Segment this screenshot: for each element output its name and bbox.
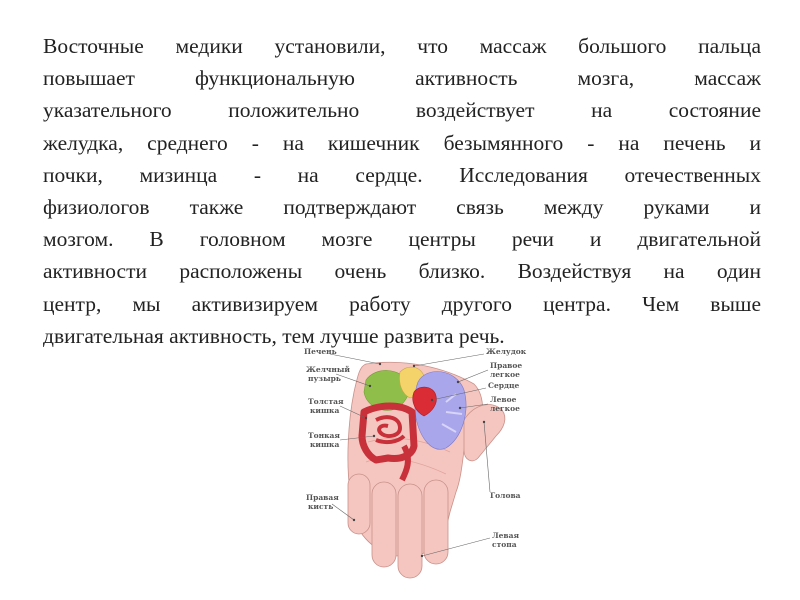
label-right-lung: легкое [490, 370, 520, 379]
paragraph-line: повышает функциональную активность мозга, массаж [43, 66, 761, 91]
label-right-lung: Правое [490, 361, 523, 370]
finger-index [424, 480, 448, 564]
paragraph-line: центр, мы активизируем работу другого центра. Чем выше [43, 291, 761, 316]
right-labels [486, 347, 527, 549]
label-gallbladder: Желчный [306, 365, 350, 374]
label-left-lung: Левое [490, 395, 517, 404]
finger-middle [398, 484, 422, 578]
label-liver: Печень [304, 347, 337, 356]
paragraph-line: Восточные медики установили, что массаж большого пальца [43, 34, 761, 58]
left-labels [304, 347, 350, 511]
label-heart: Сердце [488, 381, 520, 390]
paragraph-line: мозгом. В головном мозге центры речи и двигательной [43, 227, 761, 252]
paragraph-line: указательного положительно воздействует на состояние [43, 98, 761, 123]
finger-little [348, 474, 370, 534]
paragraph-line: физиологов также подтверждают связь между руками и [43, 194, 761, 219]
label-right-hand: кисть [308, 502, 334, 511]
body-paragraph [43, 30, 761, 352]
label-left-foot: стопа [492, 540, 517, 549]
paragraph-line: почки, мизинца - на сердце. Исследования отечественных [43, 162, 761, 187]
label-stomach: Желудок [486, 347, 527, 356]
label-left-lung: легкое [490, 404, 520, 413]
hand-organ-map [296, 342, 536, 594]
label-head: Голова [490, 491, 521, 500]
paragraph-line: активности расположены очень близко. Воздействуя на один [43, 259, 761, 284]
label-left-foot: Левая [492, 531, 520, 540]
label-colon: Толстая [308, 397, 344, 406]
finger-ring [372, 482, 396, 567]
label-small-intestine: кишка [310, 440, 340, 449]
paragraph-line: желудка, среднего - на кишечник безымянного - на печень и [43, 130, 761, 155]
label-small-intestine: Тонкая [308, 431, 340, 440]
paragraph-line: двигательная активность, тем лучше развита речь. [43, 323, 505, 348]
label-right-hand: Правая [306, 493, 339, 502]
label-colon: кишка [310, 406, 340, 415]
label-gallbladder: пузырь [308, 374, 341, 383]
hand-organ-map-figure [296, 342, 536, 594]
